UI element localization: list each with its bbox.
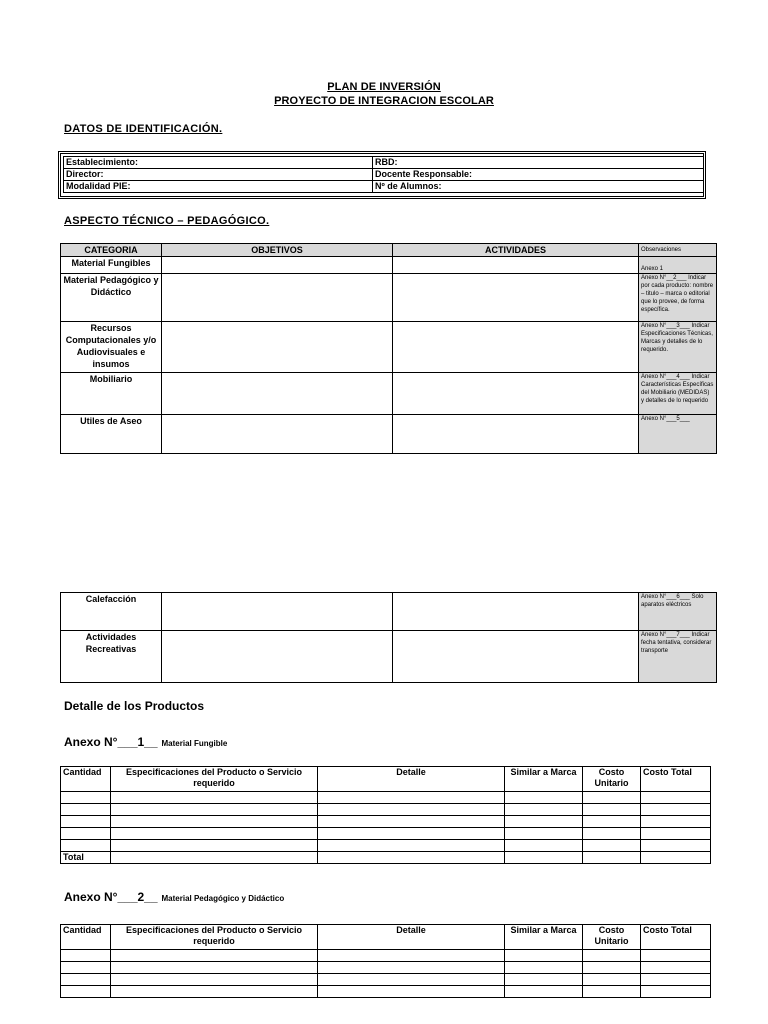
category-cell: Actividades Recreativas bbox=[61, 631, 162, 683]
objectives-cell[interactable] bbox=[162, 257, 393, 274]
observation-cell: Anexo 1 bbox=[639, 257, 717, 274]
cell[interactable] bbox=[583, 792, 641, 804]
unit-cost-header: Costo Unitario bbox=[583, 767, 641, 792]
detail-header: Detalle bbox=[318, 925, 505, 950]
observation-cell: Anexo N°__2___ Indicar por cada producto: nombre – titulo – marca o editorial que lo provee, de forma específica. bbox=[639, 274, 717, 322]
cell[interactable] bbox=[61, 804, 111, 816]
activities-cell[interactable] bbox=[393, 593, 639, 631]
cell[interactable] bbox=[583, 986, 641, 998]
cell[interactable] bbox=[505, 828, 583, 840]
specifications-header: Especificaciones del Producto o Servicio requerido bbox=[111, 767, 318, 792]
similar-brand-header: Similar a Marca bbox=[505, 767, 583, 792]
cell[interactable] bbox=[111, 792, 318, 804]
activities-cell[interactable] bbox=[393, 415, 639, 454]
identification-table bbox=[63, 156, 704, 193]
cell[interactable] bbox=[641, 986, 711, 998]
table-header-row bbox=[61, 244, 717, 257]
annex-2-prefix: Anexo N°___2__ bbox=[64, 890, 158, 904]
cell[interactable] bbox=[505, 974, 583, 986]
cell[interactable] bbox=[318, 962, 505, 974]
observations-header: Observaciones bbox=[639, 244, 717, 257]
table-row bbox=[61, 974, 711, 986]
director-field[interactable]: Director: bbox=[64, 169, 373, 181]
cell[interactable] bbox=[111, 804, 318, 816]
responsible-teacher-field[interactable]: Docente Responsable: bbox=[373, 169, 704, 181]
annex-1-prefix: Anexo N°___1__ bbox=[64, 735, 158, 749]
cell[interactable] bbox=[641, 974, 711, 986]
cell[interactable] bbox=[111, 852, 318, 864]
objectives-cell[interactable] bbox=[162, 415, 393, 454]
cell[interactable] bbox=[318, 950, 505, 962]
activities-header: ACTIVIDADES bbox=[393, 244, 639, 257]
activities-cell[interactable] bbox=[393, 373, 639, 415]
pie-modality-field[interactable]: Modalidad PIE: bbox=[64, 181, 373, 193]
table-header-row bbox=[61, 925, 711, 950]
cell[interactable] bbox=[318, 816, 505, 828]
table-row bbox=[64, 169, 704, 181]
category-header: CATEGORIA bbox=[61, 244, 162, 257]
cell[interactable] bbox=[111, 986, 318, 998]
cell[interactable] bbox=[583, 840, 641, 852]
table-row bbox=[61, 322, 717, 373]
document-title bbox=[0, 80, 768, 108]
cell[interactable] bbox=[505, 816, 583, 828]
total-cost-header: Costo Total bbox=[641, 767, 711, 792]
cell[interactable] bbox=[505, 852, 583, 864]
objectives-cell[interactable] bbox=[162, 631, 393, 683]
table-row bbox=[61, 804, 711, 816]
cell[interactable] bbox=[111, 816, 318, 828]
quantity-header: Cantidad bbox=[61, 925, 111, 950]
cell[interactable] bbox=[61, 828, 111, 840]
table-row bbox=[61, 950, 711, 962]
cell[interactable] bbox=[61, 974, 111, 986]
cell[interactable] bbox=[61, 986, 111, 998]
cell[interactable] bbox=[318, 974, 505, 986]
cell[interactable] bbox=[61, 840, 111, 852]
cell[interactable] bbox=[583, 804, 641, 816]
title-line-2: PROYECTO DE INTEGRACION ESCOLAR bbox=[274, 95, 494, 107]
cell[interactable] bbox=[61, 962, 111, 974]
activities-cell[interactable] bbox=[393, 274, 639, 322]
cell[interactable] bbox=[318, 828, 505, 840]
table-row bbox=[61, 840, 711, 852]
cell[interactable] bbox=[111, 950, 318, 962]
total-row bbox=[61, 852, 711, 864]
similar-brand-header: Similar a Marca bbox=[505, 925, 583, 950]
cell[interactable] bbox=[111, 840, 318, 852]
observation-cell: Anexo N°___6___ Solo aparatos eléctricos bbox=[639, 593, 717, 631]
student-count-field[interactable]: Nº de Alumnos: bbox=[373, 181, 704, 193]
category-cell: Material Pedagógico y Didáctico bbox=[61, 274, 162, 322]
detail-header: Detalle bbox=[318, 767, 505, 792]
cell[interactable] bbox=[583, 950, 641, 962]
objectives-cell[interactable] bbox=[162, 373, 393, 415]
table-row bbox=[64, 157, 704, 169]
cell[interactable] bbox=[583, 974, 641, 986]
objectives-cell[interactable] bbox=[162, 593, 393, 631]
technical-table bbox=[60, 243, 717, 454]
table-row bbox=[61, 828, 711, 840]
technical-heading: ASPECTO TÉCNICO – PEDAGÓGICO. bbox=[64, 215, 270, 227]
cell[interactable] bbox=[505, 950, 583, 962]
cell[interactable] bbox=[641, 962, 711, 974]
cell[interactable] bbox=[111, 828, 318, 840]
annex-2-heading bbox=[64, 890, 284, 904]
observation-cell: Anexo N°___4___ Indicar Características Específicas del Mobiliario (MEDIDAS) y detalles de lo requerido bbox=[639, 373, 717, 415]
cell[interactable] bbox=[505, 840, 583, 852]
cell[interactable] bbox=[641, 828, 711, 840]
total-label: Total bbox=[61, 852, 111, 864]
cell[interactable] bbox=[111, 962, 318, 974]
quantity-header: Cantidad bbox=[61, 767, 111, 792]
cell[interactable] bbox=[641, 792, 711, 804]
table-header-row bbox=[61, 767, 711, 792]
cell[interactable] bbox=[583, 962, 641, 974]
technical-table-continued bbox=[60, 592, 717, 683]
table-row bbox=[64, 181, 704, 193]
cell[interactable] bbox=[583, 828, 641, 840]
category-cell: Utiles de Aseo bbox=[61, 415, 162, 454]
observation-cell: Anexo N°___5___ bbox=[639, 415, 717, 454]
table-row bbox=[61, 274, 717, 322]
activities-cell[interactable] bbox=[393, 257, 639, 274]
cell[interactable] bbox=[318, 840, 505, 852]
cell[interactable] bbox=[318, 804, 505, 816]
annex-1-name: Material Fungible bbox=[161, 739, 228, 748]
cell[interactable] bbox=[505, 804, 583, 816]
cell[interactable] bbox=[318, 852, 505, 864]
category-cell: Material Fungibles bbox=[61, 257, 162, 274]
annex-1-heading bbox=[64, 735, 227, 749]
activities-cell[interactable] bbox=[393, 631, 639, 683]
table-row bbox=[61, 631, 717, 683]
cell[interactable] bbox=[641, 840, 711, 852]
cell[interactable] bbox=[641, 816, 711, 828]
activities-cell[interactable] bbox=[393, 322, 639, 373]
objectives-header: OBJETIVOS bbox=[162, 244, 393, 257]
unit-cost-header: Costo Unitario bbox=[583, 925, 641, 950]
total-cost-cell[interactable] bbox=[641, 852, 711, 864]
identification-box bbox=[58, 151, 706, 199]
observation-cell: Anexo N°___3___ Indicar Especificaciones Técnicas, Marcas y detalles de lo requerido. bbox=[639, 322, 717, 373]
total-cost-header: Costo Total bbox=[641, 925, 711, 950]
objectives-cell[interactable] bbox=[162, 274, 393, 322]
cell[interactable] bbox=[583, 852, 641, 864]
table-row bbox=[61, 816, 711, 828]
cell[interactable] bbox=[61, 792, 111, 804]
table-row bbox=[61, 792, 711, 804]
cell[interactable] bbox=[505, 962, 583, 974]
category-cell: Recursos Computacionales y/o Audiovisuales e insumos bbox=[61, 322, 162, 373]
table-row bbox=[61, 373, 717, 415]
cell[interactable] bbox=[641, 950, 711, 962]
cell[interactable] bbox=[505, 986, 583, 998]
table-row bbox=[61, 593, 717, 631]
table-row bbox=[61, 415, 717, 454]
objectives-cell[interactable] bbox=[162, 322, 393, 373]
annex-2-name: Material Pedagógico y Didáctico bbox=[161, 894, 285, 903]
establishment-field[interactable]: Establecimiento: bbox=[64, 157, 373, 169]
cell[interactable] bbox=[61, 950, 111, 962]
cell[interactable] bbox=[641, 804, 711, 816]
cell[interactable] bbox=[318, 792, 505, 804]
specifications-header: Especificaciones del Producto o Servicio requerido bbox=[111, 925, 318, 950]
cell[interactable] bbox=[61, 816, 111, 828]
products-detail-heading: Detalle de los Productos bbox=[64, 699, 205, 713]
cell[interactable] bbox=[583, 816, 641, 828]
cell[interactable] bbox=[318, 986, 505, 998]
title-line-1: PLAN DE INVERSIÓN bbox=[327, 81, 441, 93]
observation-cell: Anexo N°___7___ Indicar fecha tentativa, considerar transporte bbox=[639, 631, 717, 683]
category-cell: Mobiliario bbox=[61, 373, 162, 415]
rbd-field[interactable]: RBD: bbox=[373, 157, 704, 169]
annex-1-table bbox=[60, 766, 711, 864]
table-row bbox=[61, 986, 711, 998]
cell[interactable] bbox=[505, 792, 583, 804]
identification-heading: DATOS DE IDENTIFICACIÓN. bbox=[64, 123, 223, 135]
cell[interactable] bbox=[111, 974, 318, 986]
annex-2-table bbox=[60, 924, 711, 998]
table-row bbox=[61, 257, 717, 274]
table-row bbox=[61, 962, 711, 974]
category-cell: Calefacción bbox=[61, 593, 162, 631]
